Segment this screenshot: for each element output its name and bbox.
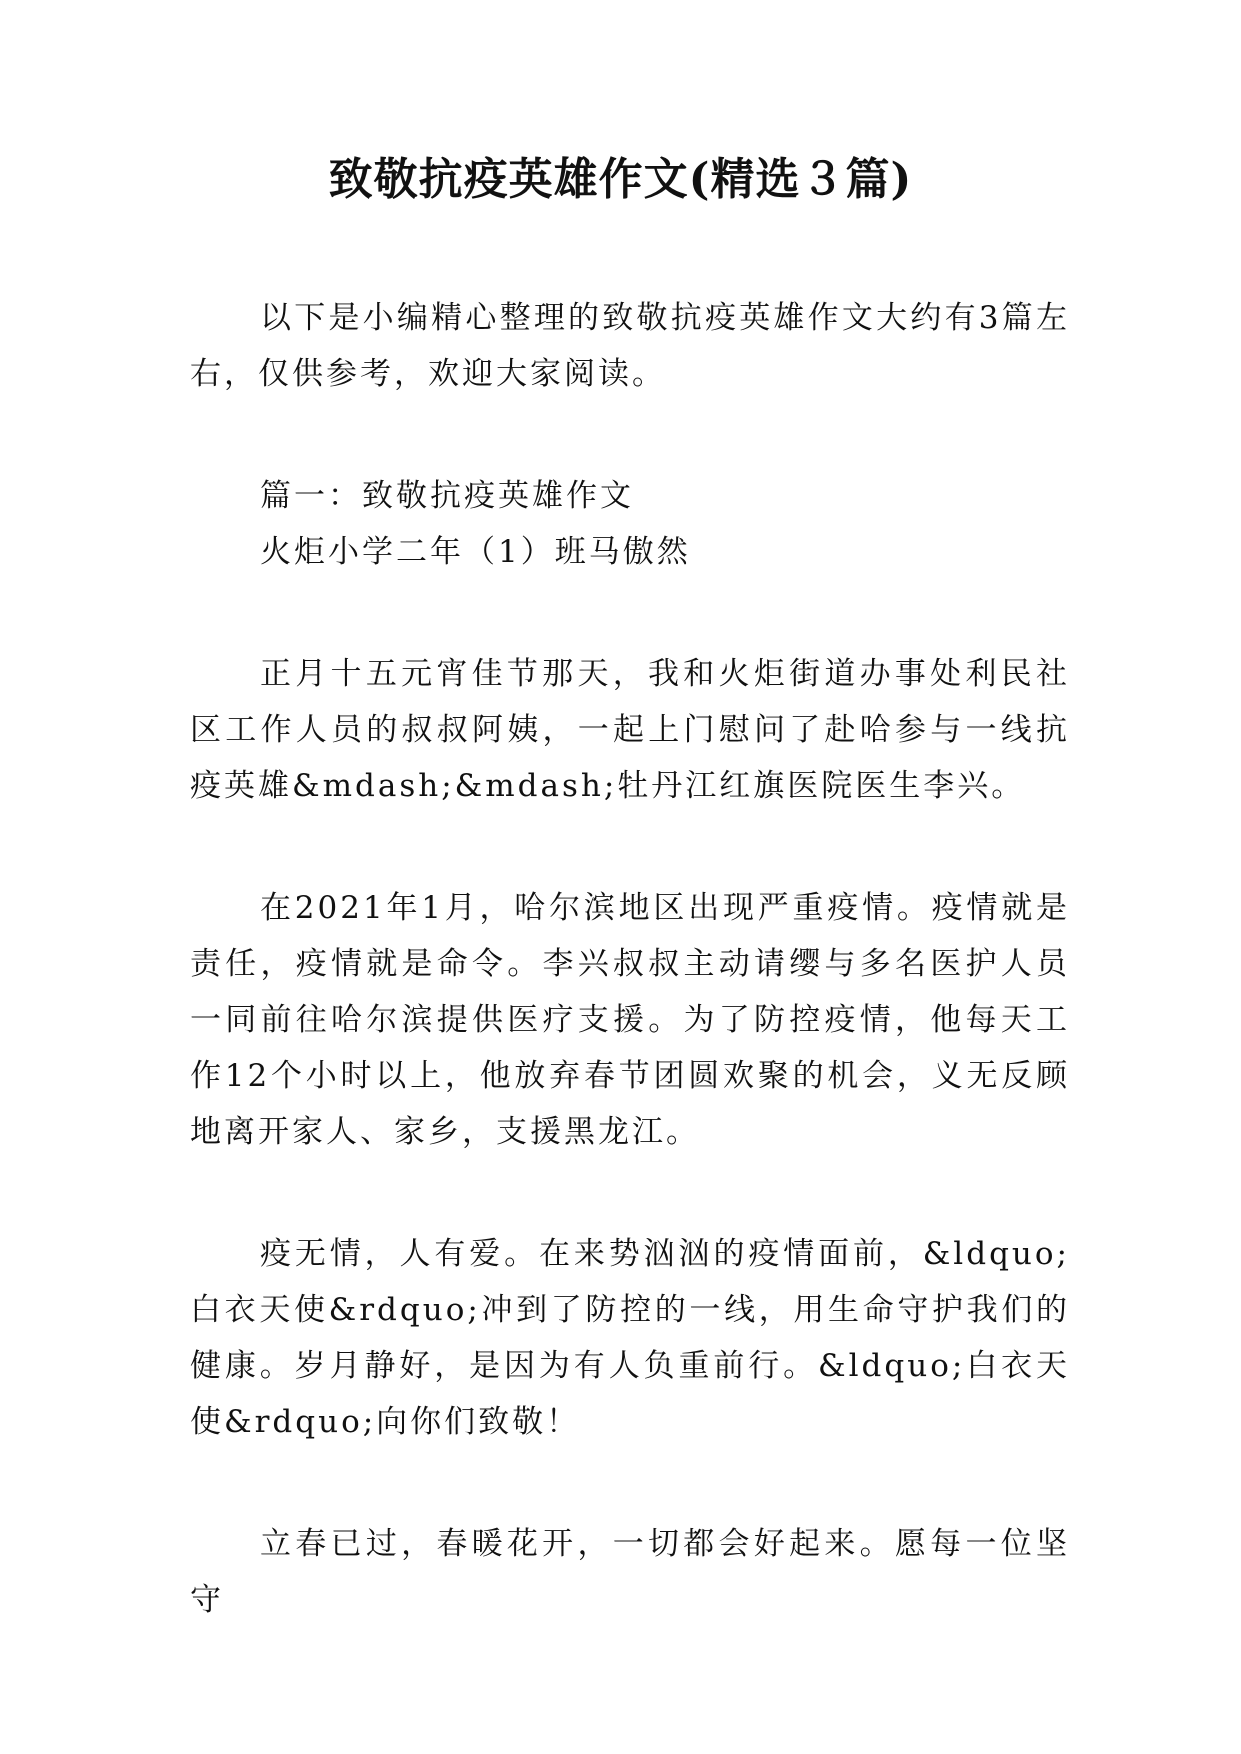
body-paragraph: 疫无情，人有爱。在来势汹汹的疫情面前，&ldquo;白衣天使&rdquo;冲到了防控的一线，用生命守护我们的健康。岁月静好，是因为有人负重前行。&ldquo;白衣天使&rdquo;向你们致敬！ bbox=[190, 1236, 1070, 1440]
body-paragraph: 正月十五元宵佳节那天，我和火炬街道办事处利民社区工作人员的叔叔阿姨，一起上门慰问了赴哈参与一线抗疫英雄&mdash;&mdash;牡丹江红旗医院医生李兴。 bbox=[190, 656, 1070, 804]
paragraph-spacer bbox=[190, 1160, 1070, 1226]
author-line: 火炬小学二年（1）班马傲然 bbox=[260, 534, 691, 570]
document-title: 致敬抗疫英雄作文(精选３篇) bbox=[328, 154, 913, 205]
body-paragraph: 立春已过，春暖花开，一切都会好起来。愿每一位坚守 bbox=[190, 1526, 1070, 1618]
document-body bbox=[190, 290, 1070, 1628]
intro-paragraph: 以下是小编精心整理的致敬抗疫英雄作文大约有3篇左右，仅供参考，欢迎大家阅读。 bbox=[190, 300, 1070, 392]
paragraph-spacer bbox=[190, 580, 1070, 646]
paragraph-spacer bbox=[190, 814, 1070, 880]
section-heading: 篇一：致敬抗疫英雄作文 bbox=[260, 478, 634, 514]
body-paragraph: 在2021年1月，哈尔滨地区出现严重疫情。疫情就是责任，疫情就是命令。李兴叔叔主动请缨与多名医护人员一同前往哈尔滨提供医疗支援。为了防控疫情，他每天工作12个小时以上，他放弃春节团圆欢聚的机会，义无反顾地离开家人、家乡，支援黑龙江。 bbox=[190, 890, 1070, 1150]
paragraph-spacer bbox=[190, 1450, 1070, 1516]
paragraph-spacer bbox=[190, 402, 1070, 468]
